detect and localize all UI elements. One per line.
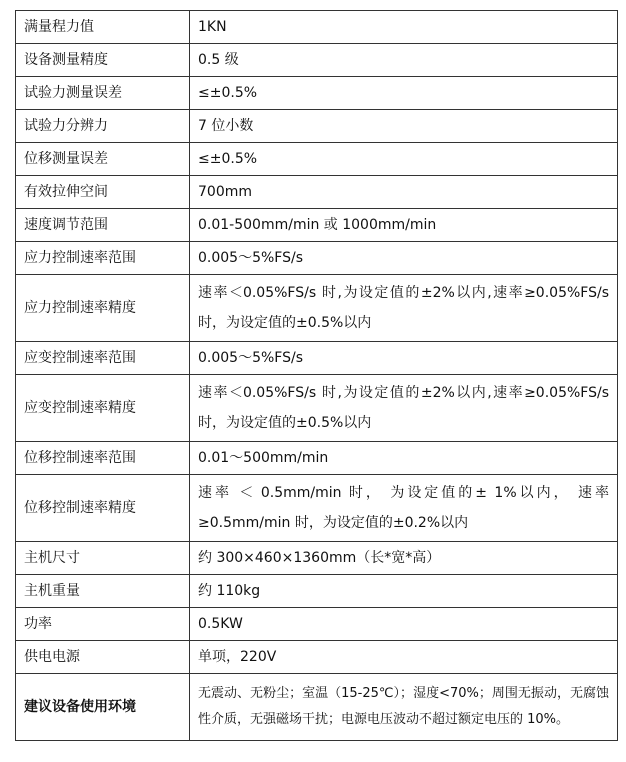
spec-label: 主机尺寸 <box>16 542 190 575</box>
table-row <box>16 176 618 209</box>
spec-value: 700mm <box>190 176 618 209</box>
spec-label: 试验力分辨力 <box>16 110 190 143</box>
spec-label: 功率 <box>16 608 190 641</box>
spec-label: 供电电源 <box>16 641 190 674</box>
spec-value: 7 位小数 <box>190 110 618 143</box>
table-row <box>16 375 618 442</box>
table-row <box>16 11 618 44</box>
spec-value: 约 300×460×1360mm（长*宽*高） <box>190 542 618 575</box>
spec-table <box>15 10 618 741</box>
spec-label: 应变控制速率范围 <box>16 342 190 375</box>
spec-value: 0.5 级 <box>190 44 618 77</box>
spec-label: 主机重量 <box>16 575 190 608</box>
spec-value: ≤±0.5% <box>190 143 618 176</box>
table-row <box>16 275 618 342</box>
spec-value: 0.01～500mm/min <box>190 442 618 475</box>
table-row <box>16 143 618 176</box>
spec-label: 位移控制速率精度 <box>16 475 190 542</box>
table-row <box>16 342 618 375</box>
table-row <box>16 44 618 77</box>
spec-value: ≤±0.5% <box>190 77 618 110</box>
table-row <box>16 209 618 242</box>
table-row <box>16 641 618 674</box>
spec-label: 位移测量误差 <box>16 143 190 176</box>
table-row <box>16 242 618 275</box>
spec-value: 0.01-500mm/min 或 1000mm/min <box>190 209 618 242</box>
spec-value: 1KN <box>190 11 618 44</box>
spec-label: 应力控制速率范围 <box>16 242 190 275</box>
spec-label: 位移控制速率范围 <box>16 442 190 475</box>
spec-value: 约 110kg <box>190 575 618 608</box>
table-row <box>16 77 618 110</box>
table-row <box>16 674 618 741</box>
spec-value: 速率 ＜ 0.5mm/min 时， 为设定值的± 1%以内， 速率≥0.5mm/min 时，为设定值的±0.2%以内 <box>190 475 618 542</box>
spec-value: 单项，220V <box>190 641 618 674</box>
spec-value: 速率＜0.05%FS/s 时,为设定值的±2%以内,速率≥0.05%FS/s 时，为设定值的±0.5%以内 <box>190 375 618 442</box>
spec-label: 满量程力值 <box>16 11 190 44</box>
table-row <box>16 110 618 143</box>
spec-value: 0.5KW <box>190 608 618 641</box>
spec-label: 试验力测量误差 <box>16 77 190 110</box>
spec-label: 建议设备使用环境 <box>16 674 190 741</box>
spec-label: 有效拉伸空间 <box>16 176 190 209</box>
spec-value: 速率＜0.05%FS/s 时,为设定值的±2%以内,速率≥0.05%FS/s 时，为设定值的±0.5%以内 <box>190 275 618 342</box>
spec-label: 设备测量精度 <box>16 44 190 77</box>
table-row <box>16 608 618 641</box>
table-row <box>16 542 618 575</box>
table-row <box>16 575 618 608</box>
table-row <box>16 442 618 475</box>
spec-value: 无震动、无粉尘；室温（15-25℃）；湿度<70%；周围无振动，无腐蚀性介质，无强磁场干扰；电源电压波动不超过额定电压的 10%。 <box>190 674 618 741</box>
spec-label: 应力控制速率精度 <box>16 275 190 342</box>
spec-value: 0.005～5%FS/s <box>190 242 618 275</box>
table-row <box>16 475 618 542</box>
spec-label: 应变控制速率精度 <box>16 375 190 442</box>
spec-value: 0.005～5%FS/s <box>190 342 618 375</box>
spec-label: 速度调节范围 <box>16 209 190 242</box>
